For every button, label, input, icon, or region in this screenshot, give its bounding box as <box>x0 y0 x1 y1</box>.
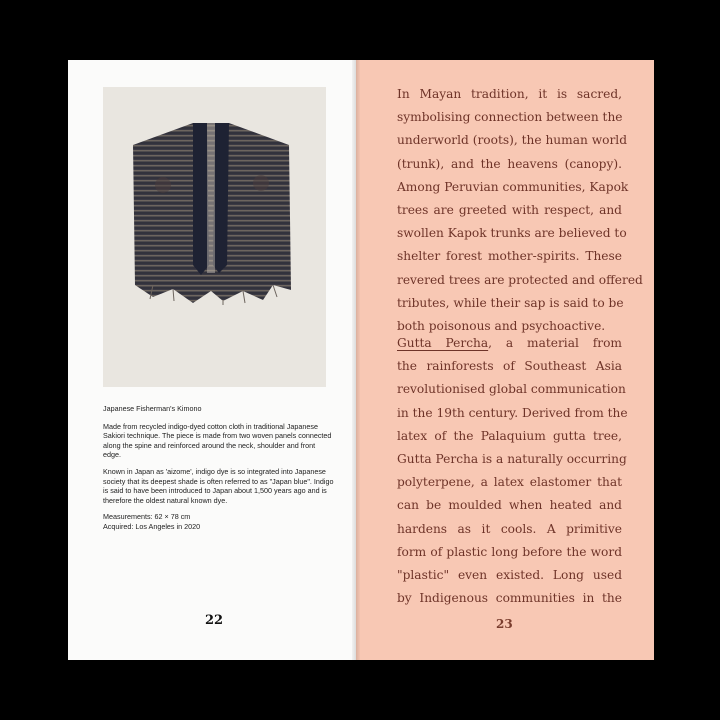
page-number-left: 22 <box>205 613 224 628</box>
text-line: In Mayan tradition, it is sacred, <box>397 87 622 101</box>
text-line: the rainforests of Southeast Asia <box>397 359 622 374</box>
text-line: swollen Kapok trunks are believed to <box>397 226 627 241</box>
right-paragraph-1 <box>397 83 643 338</box>
book-spine <box>352 60 360 660</box>
text-line: Gutta Percha is a naturally occurring <box>397 452 627 467</box>
kimono-caption <box>103 404 335 539</box>
text-line <box>397 332 622 355</box>
text-line: form of plastic long before the word <box>397 544 622 559</box>
caption-paragraph-2: Known in Japan as 'aizome', indigo dye is so integrated into Japanese society that its deepest shade is often referred to as "Japan blue". Indigo is said to have been introduced to Japan about 1,500 years ago and is therefore the oldest natural known dye. <box>103 466 334 505</box>
text-line: "plastic" even existed. Long used <box>397 568 622 583</box>
text-line: both poisonous and psychoactive. <box>397 319 606 334</box>
caption-paragraph-1: Made from recycled indigo-dyed cotton cloth in traditional Japanese Sakiori technique. The piece is made from two woven panels connected along the spine and reinforced around the neck, shoulder and front edge. <box>103 421 332 460</box>
text-line: in the 19th century. Derived from the <box>397 405 628 420</box>
text-line: symbolising connection between the <box>397 110 623 125</box>
text-line: by Indigenous communities in the <box>397 591 622 606</box>
text-line: trees are greeted with respect, and <box>397 203 622 218</box>
text-line: can be moulded when heated and <box>397 498 622 513</box>
caption-measurements: Measurements: 62 × 78 cm <box>103 512 191 522</box>
text-line: polyterpene, a latex elastomer that <box>397 475 622 490</box>
text-line: revolutionised global communication <box>397 382 626 397</box>
text-line: hardens as it cools. A primitive <box>397 521 622 536</box>
kimono-photo <box>103 87 326 387</box>
caption-title: Japanese Fisherman's Kimono <box>103 404 202 413</box>
text-line: (trunk), and the heavens (canopy). <box>397 156 622 171</box>
text-line: latex of the Palaquium gutta tree, <box>397 428 622 443</box>
caption-acquired: Acquired: Los Angeles in 2020 <box>103 521 201 531</box>
text-line: revered trees are protected and offered <box>397 272 643 287</box>
text-line: underworld (roots), the human world <box>397 133 627 148</box>
text-line: Among Peruvian communities, Kapok <box>397 179 629 194</box>
page-number-right: 23 <box>496 617 513 631</box>
text-fragment: , a material from <box>488 336 622 350</box>
kimono-image <box>123 115 299 305</box>
text-line: shelter forest mother-spirits. These <box>397 249 622 264</box>
right-paragraph-2 <box>397 332 628 610</box>
gutta-percha-term: Gutta Percha <box>397 336 489 350</box>
text-line: tributes, while their sap is said to be <box>397 295 624 310</box>
